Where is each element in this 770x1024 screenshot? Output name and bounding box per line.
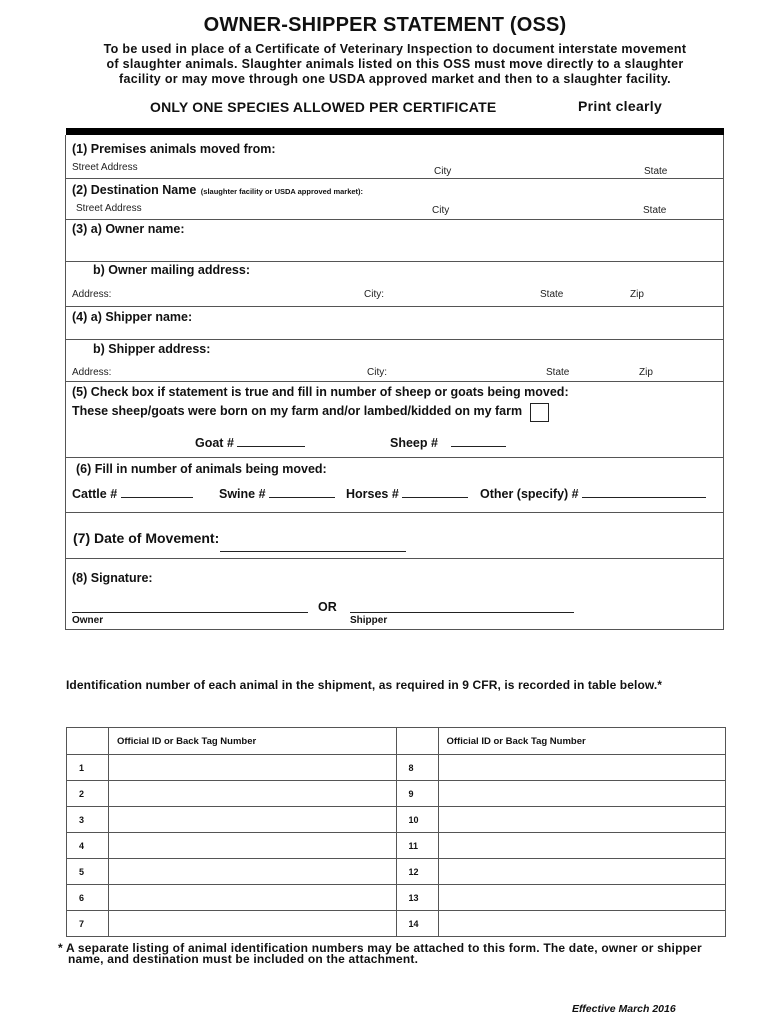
right-column-header: Official ID or Back Tag Number [438, 728, 726, 755]
destination-note: (slaughter facility or USDA approved market): [200, 187, 364, 196]
table-cell [396, 728, 438, 755]
row-number: 2 [67, 781, 109, 807]
other-count [480, 487, 706, 501]
date-of-movement-label: (7) Date of Movement: [73, 530, 220, 546]
instructions-line-1: To be used in place of a Certificate of Veterinary Inspection to document interstate movement [103, 42, 687, 56]
table-row [67, 859, 726, 885]
divider [65, 261, 723, 262]
swine-label: Swine # [219, 487, 266, 501]
shipper-signature-field[interactable] [350, 612, 574, 613]
horses-label: Horses # [346, 487, 399, 501]
id-entry-field[interactable] [438, 859, 726, 885]
effective-date: Effective March 2016 [572, 1003, 676, 1015]
row-number: 1 [67, 755, 109, 781]
row-number: 14 [396, 911, 438, 937]
row-number: 5 [67, 859, 109, 885]
id-entry-field[interactable] [438, 755, 726, 781]
row-number: 12 [396, 859, 438, 885]
owner-zip-field[interactable]: Zip [630, 289, 644, 300]
owner-mailing-label: b) Owner mailing address: [93, 263, 250, 277]
other-label: Other (specify) # [480, 487, 579, 501]
swine-count-field[interactable] [269, 497, 335, 498]
species-notice: ONLY ONE SPECIES ALLOWED PER CERTIFICATE [150, 99, 497, 115]
born-on-farm-checkbox[interactable] [530, 403, 549, 422]
header-rule [66, 128, 724, 135]
form-title: OWNER-SHIPPER STATEMENT (OSS) [203, 14, 567, 36]
id-entry-field[interactable] [438, 885, 726, 911]
id-entry-field[interactable] [438, 833, 726, 859]
id-entry-field[interactable] [109, 833, 397, 859]
horses-count [346, 487, 468, 501]
born-on-farm-statement: These sheep/goats were born on my farm and/or lambed/kidded on my farm [72, 404, 523, 418]
divider [65, 381, 723, 382]
row-number: 7 [67, 911, 109, 937]
goat-count-field[interactable] [237, 446, 305, 447]
row-number: 8 [396, 755, 438, 781]
table-row [67, 755, 726, 781]
owner-signature-caption: Owner [72, 615, 104, 626]
form-box [65, 135, 724, 630]
table-row [67, 885, 726, 911]
destination-state-field[interactable]: State [643, 205, 667, 216]
animal-count-label: (6) Fill in number of animals being moved: [76, 462, 327, 476]
table-cell [67, 728, 109, 755]
footnote-line-1: * A separate listing of animal identification numbers may be attached to this form. The date, owner or shipper [58, 941, 702, 955]
divider [65, 219, 723, 220]
date-of-movement-field[interactable] [220, 551, 406, 552]
destination-street-field[interactable]: Street Address [76, 203, 142, 214]
id-entry-field[interactable] [109, 885, 397, 911]
premises-label: (1) Premises animals moved from: [72, 142, 276, 156]
id-entry-field[interactable] [109, 755, 397, 781]
id-entry-field[interactable] [109, 911, 397, 937]
cattle-count-field[interactable] [121, 497, 193, 498]
sheep-label: Sheep # [390, 436, 438, 450]
divider [65, 512, 723, 513]
sheep-count-field[interactable] [451, 446, 506, 447]
id-entry-field[interactable] [438, 781, 726, 807]
id-entry-field[interactable] [109, 781, 397, 807]
owner-name-field[interactable]: (3) a) Owner name: [72, 222, 185, 236]
signature-or: OR [318, 600, 337, 614]
id-entry-field[interactable] [109, 807, 397, 833]
owner-state-field[interactable]: State [540, 289, 564, 300]
instructions-line-3: facility or may move through one USDA approved market and then to a slaughter facility. [119, 72, 671, 86]
other-count-field[interactable] [582, 497, 706, 498]
identification-table [66, 727, 726, 937]
row-number: 9 [396, 781, 438, 807]
print-clearly-note: Print clearly [578, 98, 663, 114]
footnote-line-2: name, and destination must be included on the attachment. [68, 952, 419, 966]
shipper-city-field[interactable]: City: [367, 367, 387, 378]
row-number: 10 [396, 807, 438, 833]
row-number: 3 [67, 807, 109, 833]
horses-count-field[interactable] [402, 497, 468, 498]
divider [65, 339, 723, 340]
instructions-line-2: of slaughter animals. Slaughter animals listed on this OSS must move directly to a slaughter [106, 57, 684, 71]
shipper-zip-field[interactable]: Zip [639, 367, 653, 378]
table-row [67, 833, 726, 859]
row-number: 11 [396, 833, 438, 859]
id-entry-field[interactable] [109, 859, 397, 885]
divider [65, 457, 723, 458]
goat-count [195, 436, 305, 450]
sheep-goat-label: (5) Check box if statement is true and fill in number of sheep or goats being moved: [72, 385, 569, 399]
table-row [67, 781, 726, 807]
shipper-address-label: b) Shipper address: [93, 342, 211, 356]
shipper-address-field[interactable]: Address: [72, 367, 112, 378]
table-header-row [67, 728, 726, 755]
goat-label: Goat # [195, 436, 234, 450]
owner-city-field[interactable]: City: [364, 289, 384, 300]
destination-label: (2) Destination Name [72, 183, 197, 197]
sheep-count [390, 436, 506, 450]
divider [65, 558, 723, 559]
shipper-signature-caption: Shipper [350, 615, 388, 626]
signature-label: (8) Signature: [72, 571, 153, 585]
row-number: 4 [67, 833, 109, 859]
row-number: 13 [396, 885, 438, 911]
id-entry-field[interactable] [438, 911, 726, 937]
shipper-state-field[interactable]: State [546, 367, 570, 378]
owner-address-field[interactable]: Address: [72, 289, 112, 300]
destination-heading [72, 181, 363, 199]
swine-count [219, 487, 335, 501]
shipper-name-field[interactable]: (4) a) Shipper name: [72, 310, 193, 324]
premises-city-field[interactable]: City [434, 166, 452, 177]
divider [65, 306, 723, 307]
table-row [67, 807, 726, 833]
owner-signature-field[interactable] [72, 612, 308, 613]
divider [65, 178, 723, 179]
row-number: 6 [67, 885, 109, 911]
premises-state-field[interactable]: State [644, 166, 668, 177]
table-row [67, 911, 726, 937]
cattle-count [72, 487, 193, 501]
footnote [58, 943, 738, 965]
identification-note: Identification number of each animal in the shipment, as required in 9 CFR, is recorded in table below.* [66, 678, 663, 692]
premises-street-field[interactable]: Street Address [72, 162, 138, 173]
destination-city-field[interactable]: City [432, 205, 450, 216]
id-entry-field[interactable] [438, 807, 726, 833]
cattle-label: Cattle # [72, 487, 118, 501]
form-instructions [100, 42, 690, 87]
left-column-header: Official ID or Back Tag Number [109, 728, 397, 755]
